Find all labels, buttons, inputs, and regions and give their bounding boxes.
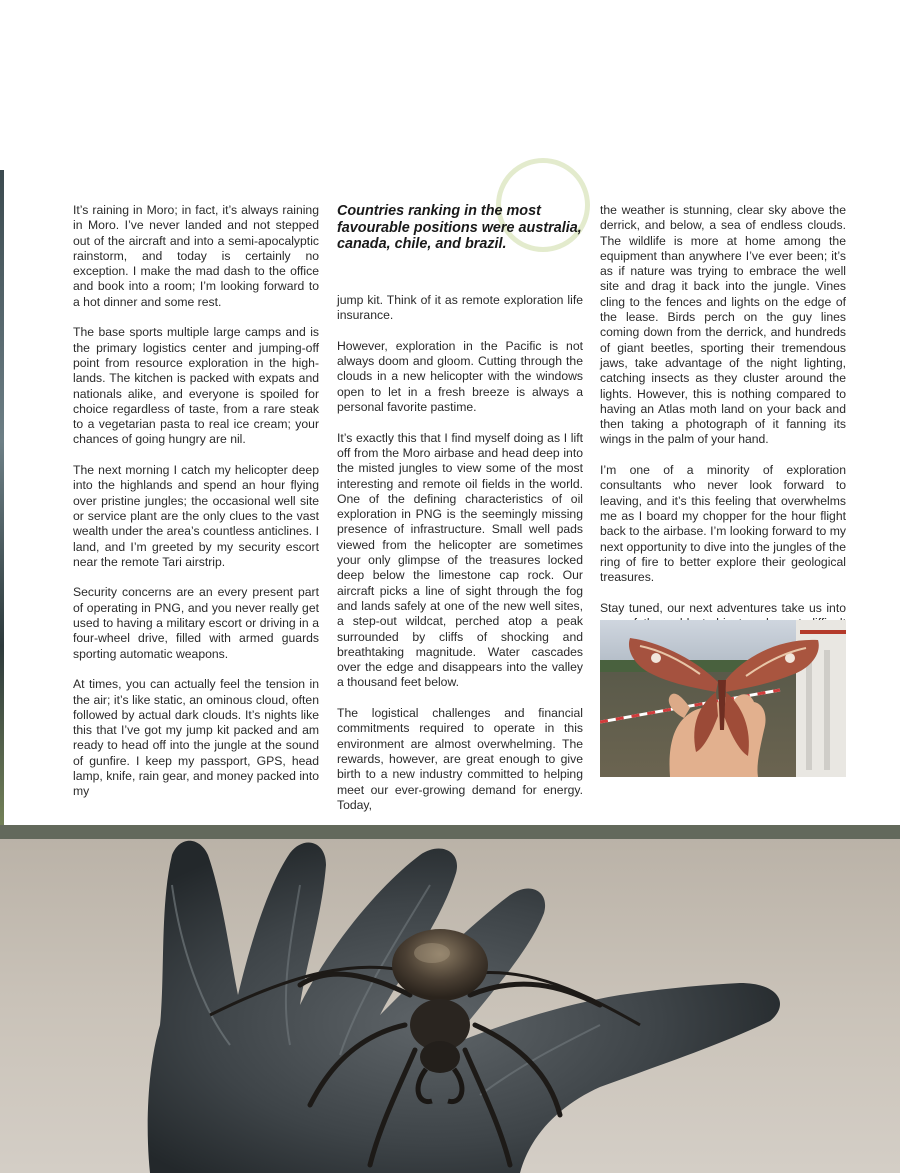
article-column-2 <box>337 293 583 828</box>
paragraph: The logistical challenges and financial commitments required to operate in this environment are almost overwhelming. The rewards, however, are great enough to give birth to a new industry committed to helping meet our ever-growing demand for energy. Today, <box>337 706 583 812</box>
previous-page-photo-edge <box>0 170 4 850</box>
paragraph: However, exploration in the Pacific is not always doom and gloom. Cutting through the clouds in a new helicopter with the windows open to let in a fresh breeze is always a personal favorite pastime. <box>337 338 583 415</box>
beetle-glove-illustration <box>0 825 900 1173</box>
paragraph: the weather is stunning, clear sky above the derrick, and below, a sea of endless clouds. The wildlife is more at home among the equipment than anywhere I’ve ever been; it’s as if nature was trying to embrace the well site and drag it back into the jungle. Vines cling to the fences and lights on the edge of the lease. Birds perch on the guy lines coming down from the derrick, and hundreds of giant beetles, sporting their tremendous jaws, take advantage of the night lighting, catching insects as they cluster around the lights. However, this is nothing compared to having an Atlas moth land on your back and then taking a photograph of it fanning its wings in the palm of your hand. <box>600 203 846 447</box>
article-column-1 <box>73 203 319 815</box>
paragraph: Security concerns are an every present part of operating in PNG, and you never really get used to having a military escort or driving in a four-wheel drive, filled with armed guards sporting automatic weapons. <box>73 585 319 661</box>
paragraph: It’s raining in Moro; in fact, it’s always raining in Moro. I’ve never landed and not stepped out of the aircraft and into a semi-apocalyptic rainstorm, and today is certainly no exception. I make the mad dash to the office and book into a room; I’m looking forward to a hot dinner and some rest. <box>73 203 319 309</box>
paragraph: The base sports multiple large camps and is the primary logistics center and jumping-off point from resource exploration in the high-lands. The kitchen is packed with expats and nationals alike, and everyone is spoiled for choice regardless of taste, from a rare steak to a vegetarian pasta to real ice cream; your chances of going hungry are nil. <box>73 325 319 447</box>
paragraph: I’m one of a minority of exploration consultants who never look forward to leaving, and it’s this feeling that overwhelms me as I board my chopper for the hour flight back to the airbase. I’m looking forward to my next opportunity to dive into the jungles of the ring of fire to better explore their geological treasures. <box>600 463 846 585</box>
atlas-moth-photo <box>600 620 846 777</box>
paragraph: Stay tuned, our next adventures take us into <box>600 600 846 615</box>
article-column-3 <box>600 203 846 662</box>
paragraph: The next morning I catch my helicopter deep into the highlands and spend an hour flying over pristine jungles; the occasional well site or service plant are the only clues to the vast wealth under the area’s countless anticlines. I land, and I’m greeted by my security escort near the remote Tari airstrip. <box>73 463 319 569</box>
paragraph: jump kit. Think of it as remote exploration life insurance. <box>337 293 583 323</box>
paragraph: It’s exactly this that I find myself doing as I lift off from the Moro airbase and head deep into the misted jungles to view some of the most interesting and remote oil fields in the world. One of the defining characteristics of oil exploration in PNG is the seemingly missing presence of infrastructure. Small well pads viewed from the helicopter are sometimes your only glimpse of the treasures locked deep below the limestone cap rock. Our aircraft picks a line of sight through the fog and lands safely at one of the new well sites, a step-out wildcat, perched atop a peak surrounded by cliffs of shocking and breathtaking magnitude. Water cascades over the edge and disappears into the valley a thousand feet below. <box>337 430 583 690</box>
atlas-moth-illustration <box>600 620 846 777</box>
beetle-on-glove-photo <box>0 825 900 1173</box>
pull-quote: Countries ranking in the most favourable positions were australia, canada, chile, and brazil. <box>337 203 582 253</box>
paragraph: At times, you can actually feel the tension in the air; it’s like static, an ominous cloud, often followed by actual dark clouds. It’s nights like this that I’ve got my jump kit packed and am ready to head off into the jungle at the sound of gunfire. I keep my passport, GPS, head lamp, knife, rain gear, and money packed into my <box>73 677 319 799</box>
